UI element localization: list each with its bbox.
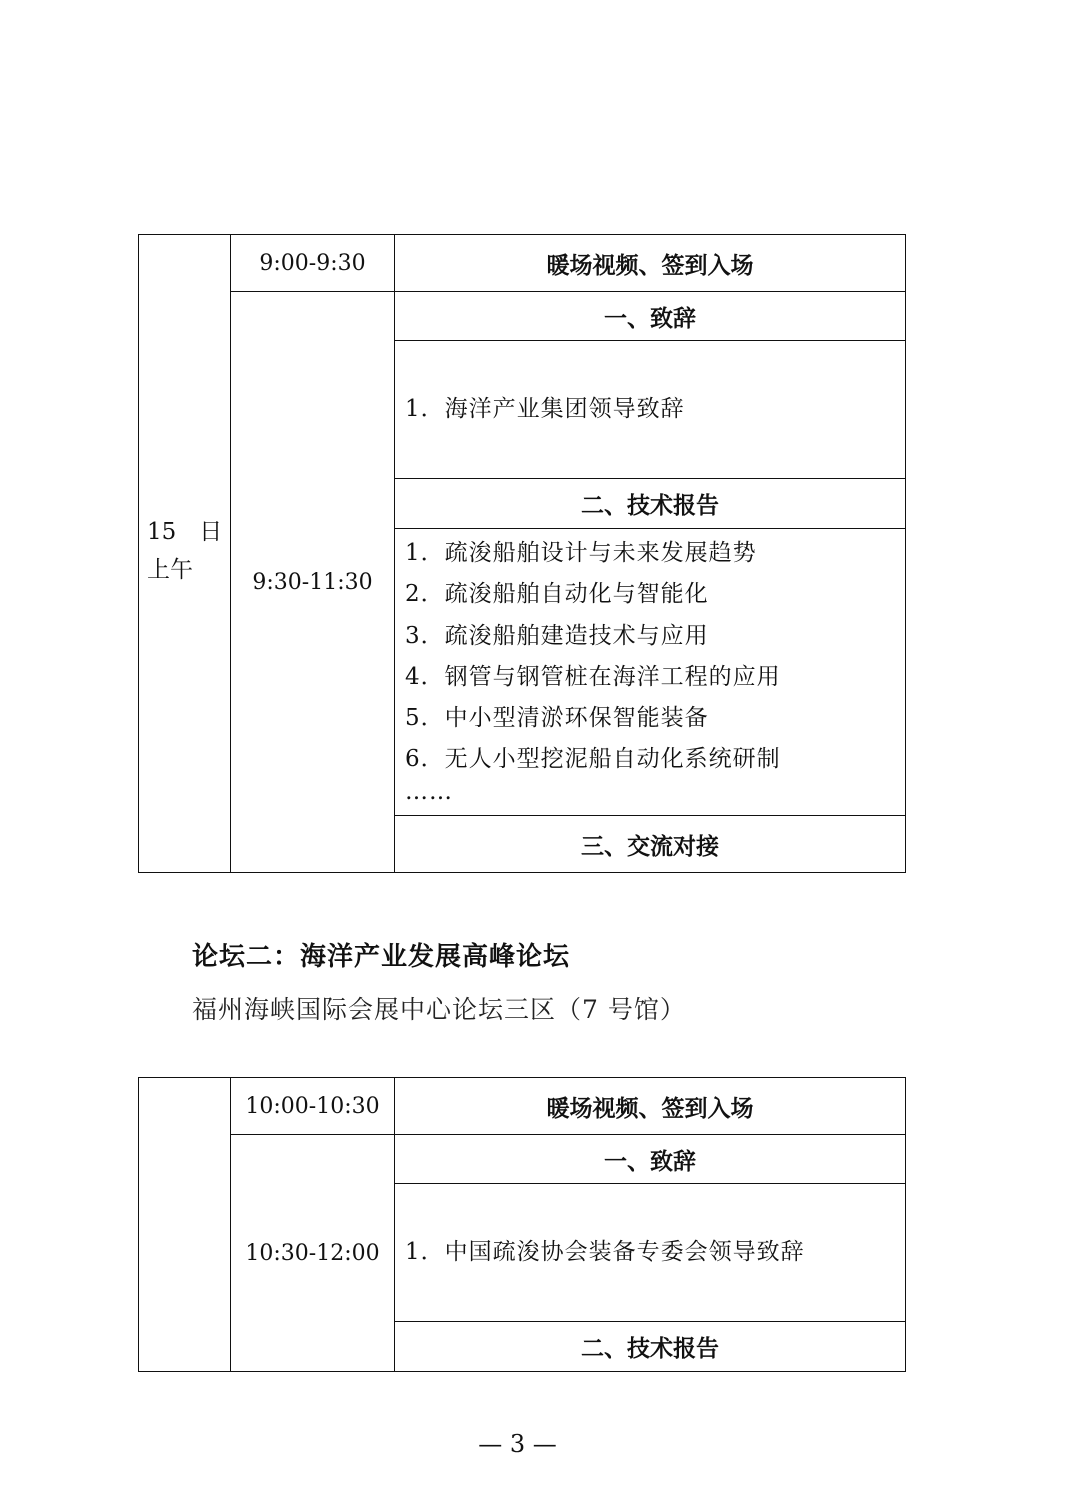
list-item: 2．疏浚船舶自动化与智能化 [405,581,709,608]
section-heading-exchange: 三、交流对接 [581,833,719,860]
speech-item: 1．海洋产业集团领导致辞 [405,396,685,422]
section-heading-tech-report: 二、技术报告 [581,493,719,519]
tech-report-list [395,529,905,815]
date-cell [147,513,223,589]
list-item: 1．疏浚船舶设计与未来发展趋势 [405,540,757,566]
time-slot-1: 10:00-10:30 [245,1093,380,1119]
time-slot-2: 9:30-11:30 [252,570,373,595]
agenda-table-2 [138,1077,906,1372]
agenda-table-1 [138,234,906,873]
warmup-heading: 暖场视频、签到入场 [546,252,754,279]
list-item: 4．钢管与钢管桩在海洋工程的应用 [405,663,781,690]
section-heading-speech: 一、致辞 [604,305,696,332]
page-number: — 3 — [478,1430,557,1458]
time-slot-2: 10:30-12:00 [245,1240,380,1266]
forum-title: 论坛二：海洋产业发展高峰论坛 [192,942,571,972]
section-heading-speech: 一、致辞 [604,1148,696,1175]
list-item: 5．中小型清淤环保智能装备 [405,705,709,732]
list-item-ellipsis: …… [405,778,453,805]
warmup-heading: 暖场视频、签到入场 [546,1095,754,1122]
forum-location: 福州海峡国际会展中心论坛三区（7 号馆） [192,995,686,1024]
list-item: 6．无人小型挖泥船自动化系统研制 [405,746,781,773]
date-label: 15 日上午 [147,519,223,583]
time-slot-1: 9:00-9:30 [259,250,366,276]
list-item: 3．疏浚船舶建造技术与应用 [405,622,709,649]
section-heading-tech-report: 二、技术报告 [581,1336,719,1362]
speech-item: 1．中国疏浚协会装备专委会领导致辞 [405,1239,805,1265]
